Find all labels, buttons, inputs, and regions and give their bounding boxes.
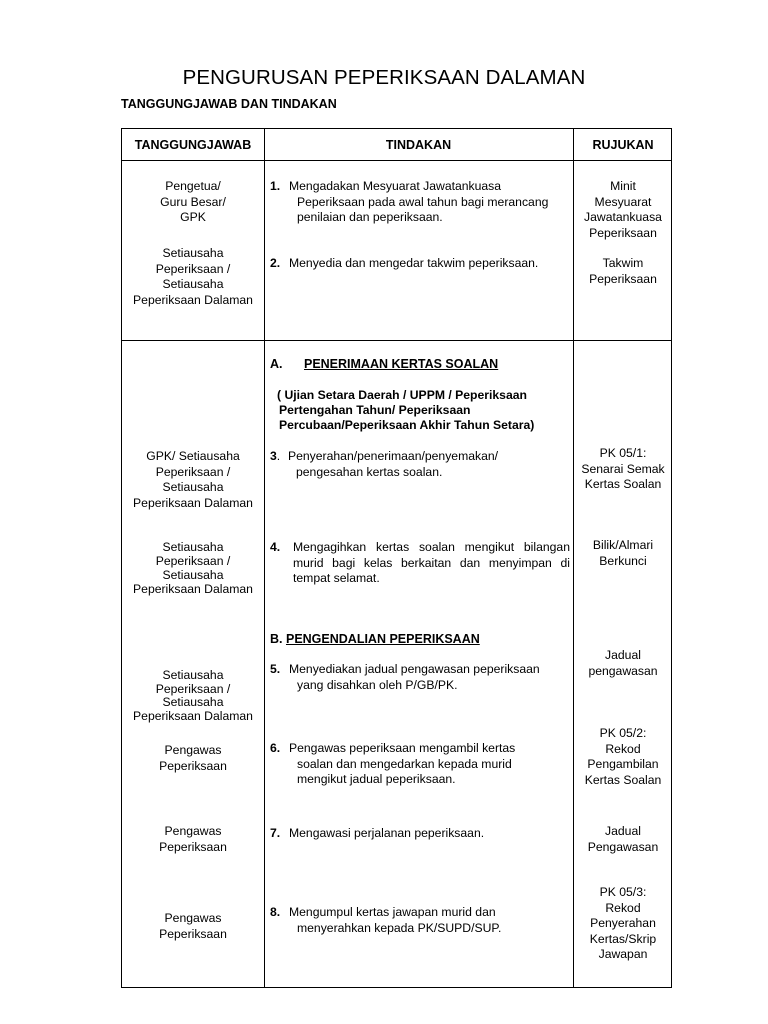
action-text [270,179,573,226]
action-line: Menyediakan jadual pengawasan peperiksaan [289,662,540,676]
row-1-action [270,179,573,226]
row-2-responsibility [122,246,264,308]
reference-line: PK 05/2: [599,726,647,740]
responsibility-line: Pengawas [164,743,222,757]
action-line: Peperiksaan pada awal tahun bagi merancang [297,194,549,209]
responsibility-line: GPK/ Setiausaha [146,449,240,463]
reference-line: Peperiksaan [589,271,657,286]
row-8-responsibility [122,911,264,942]
row-6-action [270,741,573,788]
action-line: Mengagihkan kertas soalan mengikut bilangan murid bagi kelas berkaitan dan menyimpan di tempat selamat. [293,540,570,585]
row-4-responsibility [122,540,264,596]
section-b-title: PENGENDALIAN PEPERIKSAAN [285,632,480,646]
action-number-dot: . [276,449,281,463]
responsibility-line: Setiausaha [162,568,224,582]
action-line: penilaian dan peperiksaan. [297,210,443,224]
reference-line: Kertas Soalan [584,477,662,491]
row-divider [122,340,671,341]
responsibility-line: Setiausaha [162,668,224,682]
action-line: Mengumpul kertas jawapan murid dan [289,905,496,919]
action-number [270,449,280,465]
action-line: Menyedia dan mengedar takwim peperiksaan. [289,256,539,270]
responsibility-line: Setiausaha [162,277,224,291]
responsibility-line: Peperiksaan / [155,681,231,696]
reference-line: Minit [610,179,636,193]
reference-line: Rekod [605,741,641,756]
responsibility-line: Peperiksaan Dalaman [133,708,253,723]
action-line: Mengawasi perjalanan peperiksaan. [289,826,485,840]
reference-line: Pengawasan [587,839,659,854]
action-number: 8. [270,905,281,919]
column-divider [264,129,265,987]
row-8-reference [573,885,673,963]
reference-line: pengawasan [588,663,658,678]
responsibility-line: Peperiksaan [159,926,227,941]
responsibility-line: Pengawas [164,911,222,925]
row-1-responsibility [122,179,264,226]
reference-line: PK 05/1: [599,446,647,460]
row-4-action [270,540,570,587]
row-3-reference [573,446,673,493]
responsibility-line: Peperiksaan / [155,464,231,479]
row-5-action [270,662,573,693]
reference-line: Jadual [605,824,641,838]
action-text [270,449,573,480]
reference-line: Rekod [605,900,641,915]
action-line: pengesahan kertas soalan. [296,464,443,479]
action-line: mengikut jadual peperiksaan. [297,772,456,786]
reference-line: PK 05/3: [599,885,647,899]
responsibility-line: Peperiksaan / [155,261,231,276]
action-line: soalan dan mengedarkan kepada murid [297,756,512,771]
document-subtitle: TANGGUNGJAWAB DAN TINDAKAN [121,97,337,111]
section-a-letter: A. [270,357,283,371]
responsibility-line: Peperiksaan [159,839,227,854]
row-8-action [270,905,573,936]
action-line: Penyerahan/penerimaan/penyemakan/ [288,449,499,463]
header-responsibility: TANGGUNGJAWAB [134,138,252,152]
action-text [270,741,573,788]
action-line: menyerahkan kepada PK/SUPD/SUP. [297,920,502,935]
action-line: Pengawas peperiksaan mengambil kertas [289,741,516,755]
row-5-responsibility [122,669,264,723]
section-a-heading [270,357,498,371]
responsibility-line: Peperiksaan Dalaman [133,495,253,510]
row-7-responsibility [122,824,264,855]
responsibility-line: Setiausaha [162,246,224,260]
responsibility-line: Peperiksaan Dalaman [133,292,253,307]
header-action: TINDAKAN [385,138,452,152]
reference-line: Jawapan [598,947,648,961]
row-3-action [270,449,573,480]
reference-line: Bilik/Almari [592,538,654,552]
row-3-responsibility [122,449,264,511]
section-a-title: PENERIMAAN KERTAS SOALAN [303,357,499,371]
reference-line: Peperiksaan [589,225,657,240]
row-7-action [270,826,573,842]
responsibility-line: Peperiksaan [159,758,227,773]
reference-line: Senarai Semak [581,461,665,476]
document-title: PENGURUSAN PEPERIKSAAN DALAMAN [182,66,586,89]
row-2-action [270,256,573,272]
action-number-digit: 3 [270,449,277,463]
responsibility-line: GPK [180,210,206,224]
section-b-heading [270,632,480,646]
action-number: 4. [270,540,281,554]
reference-line: Berkunci [599,553,647,568]
responsibility-table [121,128,672,988]
responsibility-line: Guru Besar/ [160,194,226,209]
reference-line: Pengambilan [587,757,659,771]
responsibility-line: Setiausaha [162,540,224,554]
note-line: Pertengahan Tahun/ Peperiksaan [279,403,471,417]
action-number: 2. [270,256,281,270]
row-2-reference [573,256,673,287]
header-divider [122,160,671,161]
responsibility-line: Peperiksaan Dalaman [133,582,253,596]
responsibility-line: Setiausaha [162,695,224,709]
row-6-responsibility [122,743,264,774]
reference-line: Kertas Soalan [584,772,662,787]
reference-line: Jadual [605,648,641,662]
row-4-reference [573,538,673,569]
action-text [270,905,573,936]
reference-line: Mesyuarat [594,194,652,209]
note-line: ( Ujian Setara Daerah / UPPM / Peperiksaan [277,388,527,402]
responsibility-line: Pengetua/ [165,179,221,193]
responsibility-line: Pengawas [164,824,222,838]
action-number: 1. [270,179,281,193]
action-number: 5. [270,662,281,676]
action-line: yang disahkan oleh P/GB/PK. [297,677,458,692]
responsibility-line: Peperiksaan / [155,554,231,568]
reference-line: Kertas/Skrip [589,931,657,946]
action-number: 6. [270,741,281,755]
responsibility-line: Setiausaha [162,480,224,494]
row-5-reference [573,648,673,679]
action-text [270,662,573,693]
row-1-reference [573,179,673,241]
reference-line: Jawatankuasa [584,210,662,224]
reference-line: Penyerahan [590,916,656,930]
section-b-letter: B. [270,632,283,646]
row-6-reference [573,726,673,788]
section-a-note [277,388,577,433]
action-line: Mengadakan Mesyuarat Jawatankuasa [289,179,502,193]
header-reference: RUJUKAN [592,138,654,152]
action-number: 7. [270,826,281,840]
note-line: Percubaan/Peperiksaan Akhir Tahun Setara) [279,418,535,432]
reference-line: Takwim [602,256,644,270]
row-7-reference [573,824,673,855]
